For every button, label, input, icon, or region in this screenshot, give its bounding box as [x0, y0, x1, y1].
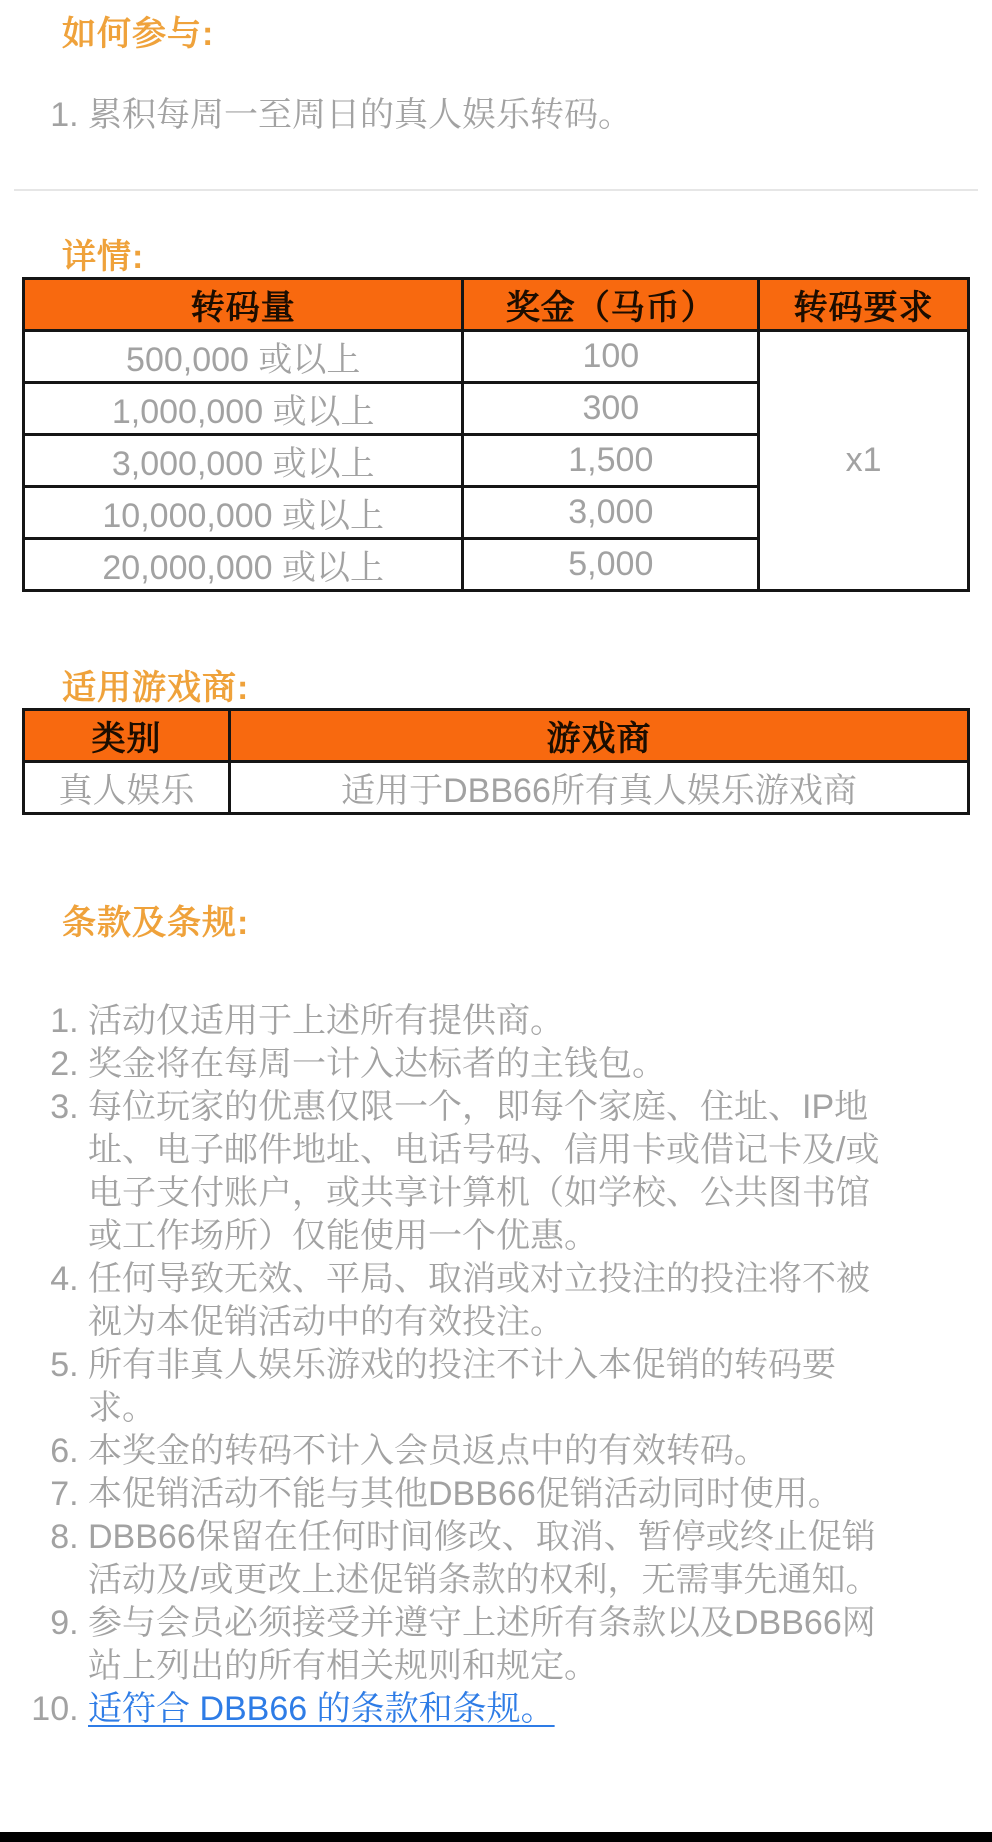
terms-link-item [88, 1688, 880, 1731]
bonus-column-header: 奖金（马币） [463, 279, 759, 331]
turnover-cell: 10,000,000 或以上 [24, 487, 463, 539]
how-to-participate-list [0, 94, 992, 137]
section-how-to-participate [0, 14, 992, 137]
requirement-cell: x1 [759, 331, 969, 591]
bonus-cell: 300 [463, 383, 759, 435]
terms-item: 5. 所有非真人娱乐游戏的投注不计入本促销的转码要求。 [88, 1344, 880, 1430]
turnover-bonus-table [22, 277, 970, 592]
terms-and-conditions-link[interactable]: 适符合 DBB66 的条款和条规。 [88, 1690, 555, 1728]
terms-item: 3. 每位玩家的优惠仅限一个，即每个家庭、住址、IP地址、电子邮件地址、电话号码、信用卡或借记卡及/或电子支付账户，或共享计算机（如学校、公共图书馆或工作场所）仅能使用一个优惠。 [88, 1086, 880, 1258]
provider-column-header: 游戏商 [230, 710, 969, 762]
table-header-row [24, 710, 969, 762]
bonus-cell: 1,500 [463, 435, 759, 487]
requirement-column-header: 转码要求 [759, 279, 969, 331]
turnover-cell: 20,000,000 或以上 [24, 539, 463, 591]
provider-cell: 适用于DBB66所有真人娱乐游戏商 [230, 762, 969, 814]
terms-item: 7. 本促销活动不能与其他DBB66促销活动同时使用。 [88, 1473, 880, 1516]
terms-item: 6. 本奖金的转码不计入会员返点中的有效转码。 [88, 1430, 880, 1473]
terms-heading: 条款及条规: [62, 904, 250, 942]
section-details [0, 237, 992, 592]
providers-heading: 适用游戏商: [62, 669, 250, 707]
how-to-participate-heading: 如何参与: [62, 15, 215, 53]
list-item: 1. 累积每周一至周日的真人娱乐转码。 [88, 94, 880, 137]
section-providers [0, 668, 992, 815]
footer-bar [0, 1832, 992, 1842]
terms-item: 2. 奖金将在每周一计入达标者的主钱包。 [88, 1043, 880, 1086]
terms-item: 1. 活动仅适用于上述所有提供商。 [88, 1000, 880, 1043]
bonus-cell: 5,000 [463, 539, 759, 591]
turnover-cell: 1,000,000 或以上 [24, 383, 463, 435]
turnover-cell: 3,000,000 或以上 [24, 435, 463, 487]
terms-list [0, 1000, 992, 1731]
details-heading: 详情: [62, 238, 145, 276]
terms-item: 9. 参与会员必须接受并遵守上述所有条款以及DBB66网站上列出的所有相关规则和规定。 [88, 1602, 880, 1688]
section-terms [0, 903, 992, 1731]
turnover-cell: 500,000 或以上 [24, 331, 463, 383]
turnover-column-header: 转码量 [24, 279, 463, 331]
category-column-header: 类别 [24, 710, 230, 762]
table-header-row [24, 279, 969, 331]
section-divider [14, 189, 978, 191]
providers-table [22, 708, 970, 815]
terms-item: 4. 任何导致无效、平局、取消或对立投注的投注将不被视为本促销活动中的有效投注。 [88, 1258, 880, 1344]
table-row [24, 331, 969, 383]
category-cell: 真人娱乐 [24, 762, 230, 814]
table-row [24, 762, 969, 814]
bonus-cell: 100 [463, 331, 759, 383]
promo-page [0, 14, 992, 1731]
terms-item: 8. DBB66保留在任何时间修改、取消、暂停或终止促销活动及/或更改上述促销条款的权利，无需事先通知。 [88, 1516, 880, 1602]
bonus-cell: 3,000 [463, 487, 759, 539]
